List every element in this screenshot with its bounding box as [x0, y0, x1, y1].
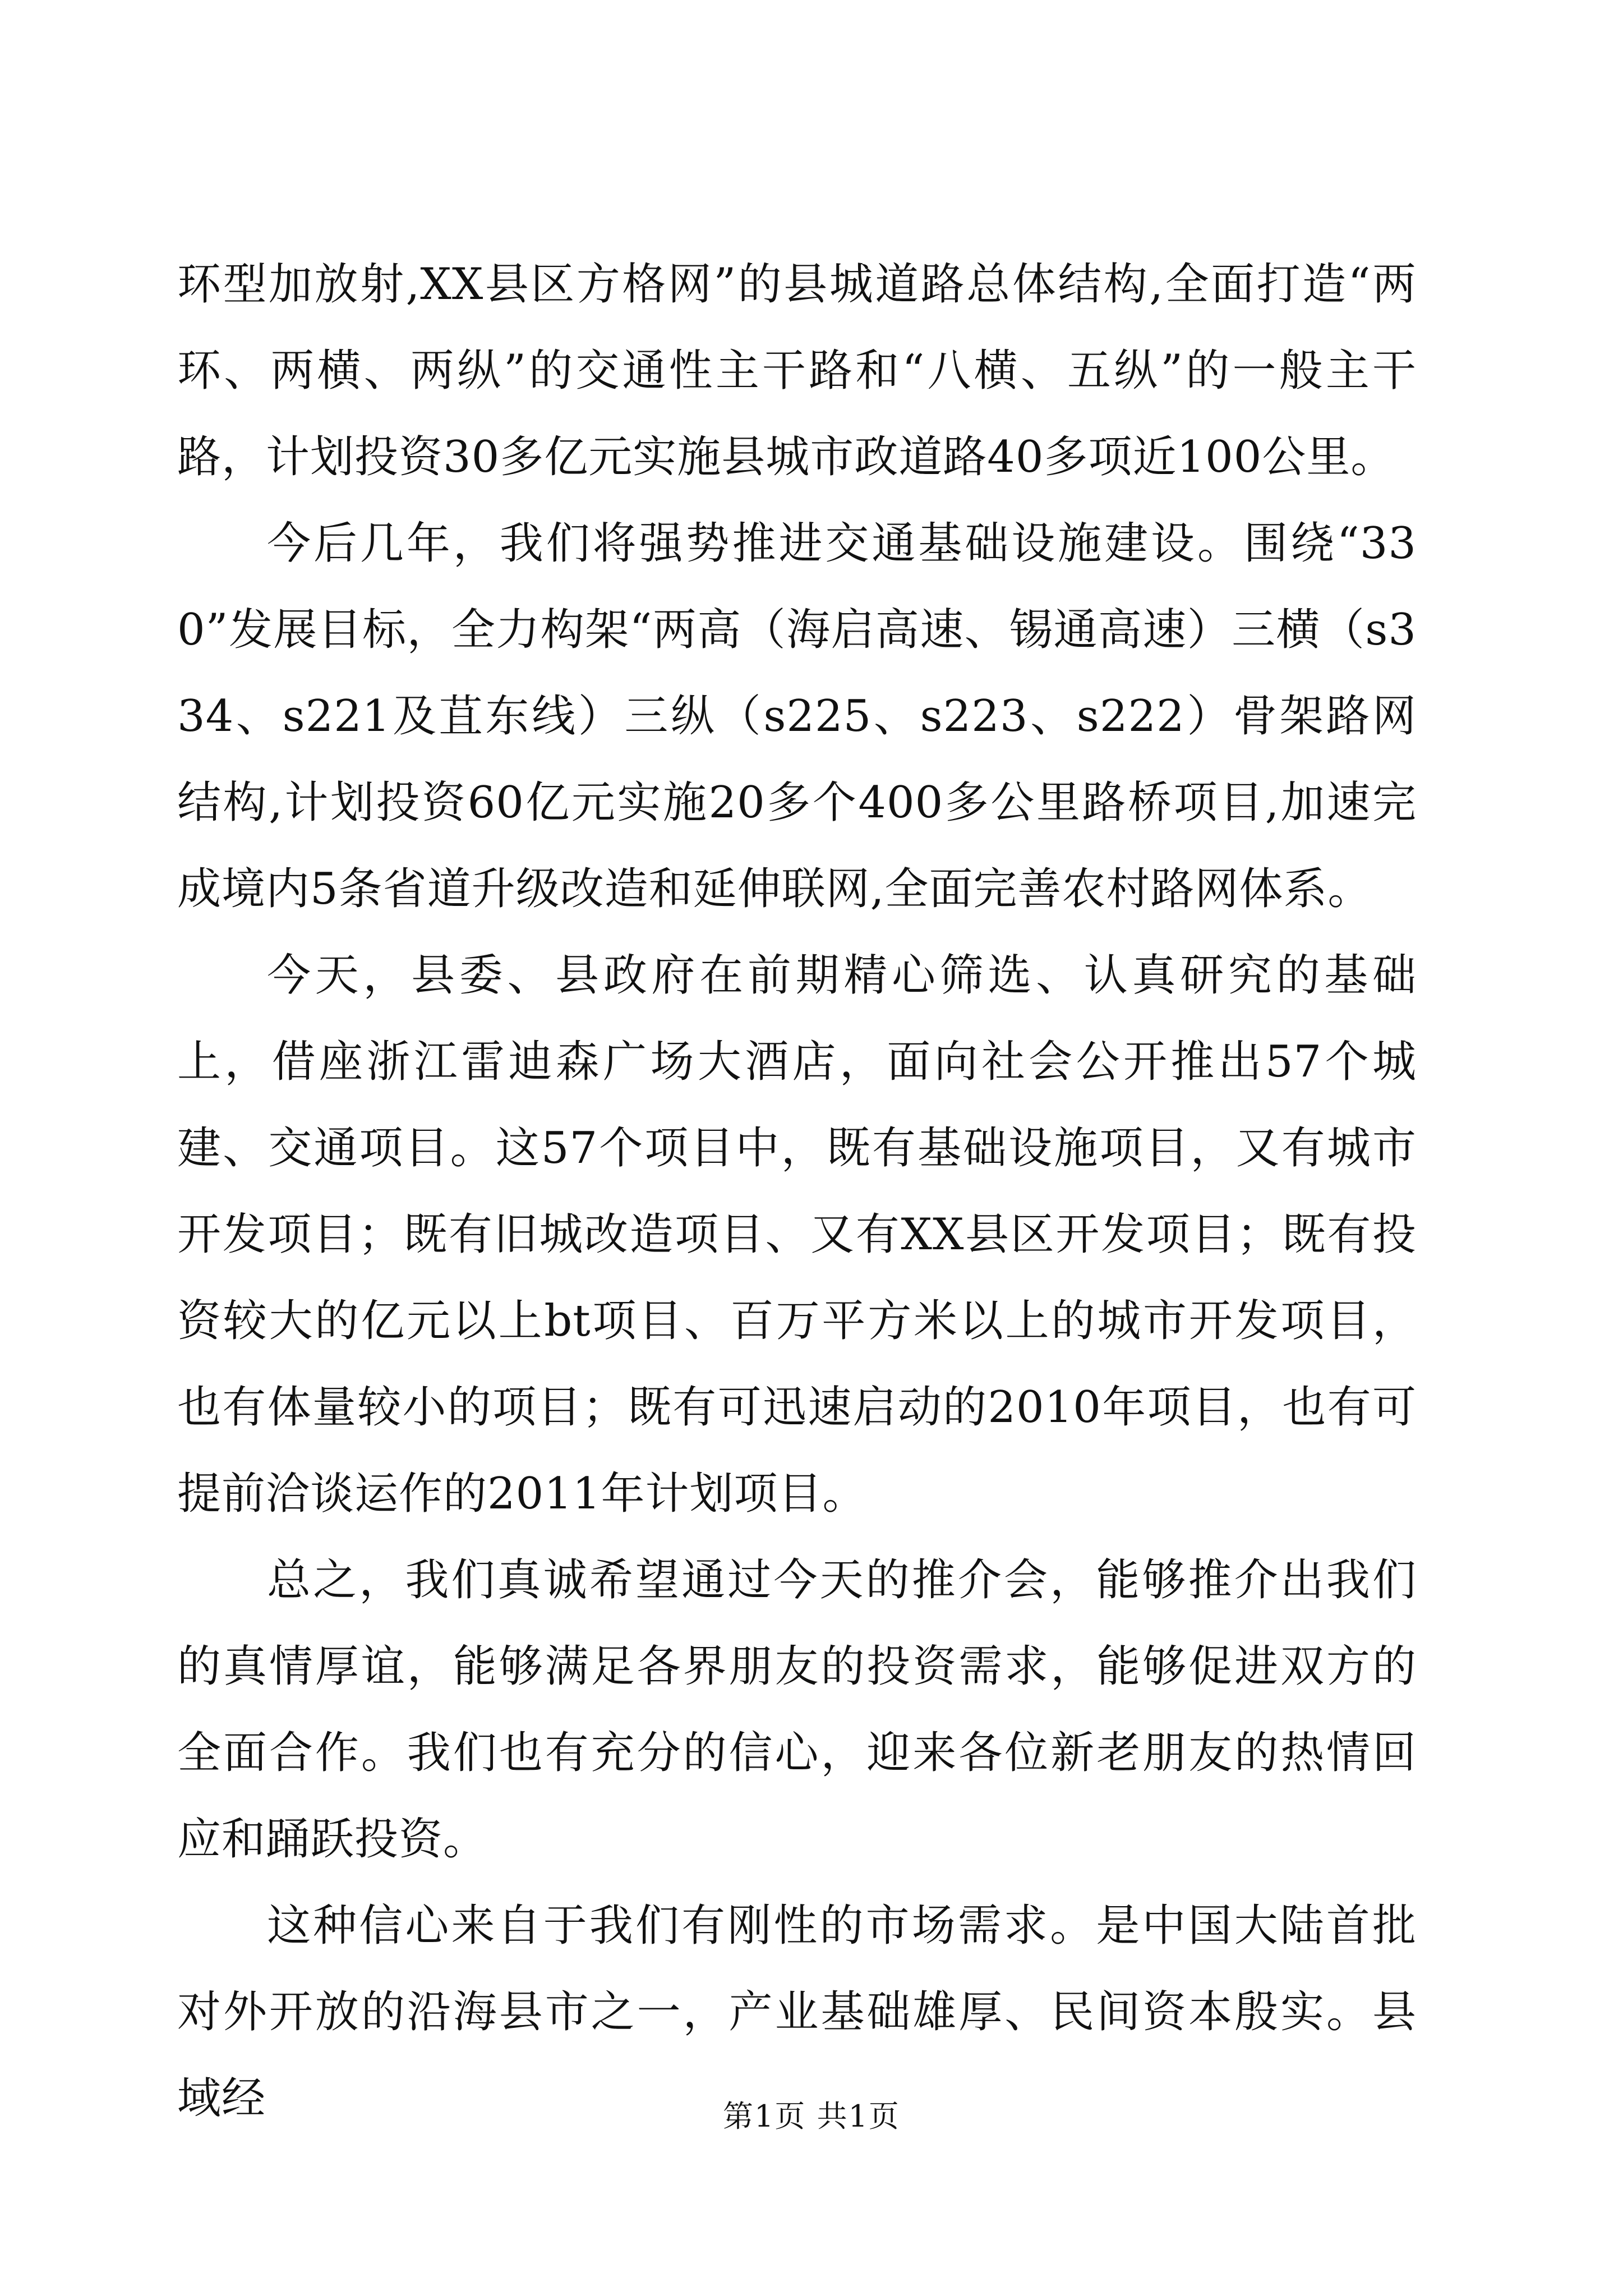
paragraph-road-structure: 环型加放射,XX县区方格网”的县城道路总体结构,全面打造“两环、两横、两纵”的交通性主干路和“八横、五纵”的一般主干路，计划投资30多亿元实施县城市政道路40多项近100公里。 — [177, 259, 1417, 482]
paragraph-project-launch: 今天，县委、县政府在前期精心筛选、认真研究的基础上，借座浙江雷迪森广场大酒店，面向社会公开推出57个城建、交通项目。这57个项目中，既有基础设施项目，又有城市开发项目；既有旧城改造项目、又有XX县区开发项目；既有投资较大的亿元以上bt项目、百万平方米以上的城市开发项目，也有体量较小的项目；既有可迅速启动的2010年项目，也有可提前洽谈运作的2011年计划项目。 — [177, 950, 1417, 1519]
page-footer: 第1页 共1页 — [723, 2099, 900, 2134]
document-body — [177, 241, 1417, 2142]
paragraph-transport-infrastructure: 今后几年，我们将强势推进交通基础设施建设。围绕“330”发展目标，全力构架“两高（海启高速、锡通高速）三横（s334、s221及苴东线）三纵（s225、s223、s222）骨架路网结构,计划投资60亿元实施20多个400多公里路桥项目,加速完成境内5条省道升级改造和延伸联网,全面完善农村路网体系。 — [177, 518, 1417, 914]
paragraph-confidence: 这种信心来自于我们有刚性的市场需求。是中国大陆首批对外开放的沿海县市之一，产业基础雄厚、民间资本殷实。县域经 — [177, 1901, 1417, 2124]
paragraph-conclusion: 总之，我们真诚希望通过今天的推介会，能够推介出我们的真情厚谊，能够满足各界朋友的投资需求，能够促进双方的全面合作。我们也有充分的信心，迎来各位新老朋友的热情回应和踊跃投资。 — [177, 1555, 1417, 1865]
